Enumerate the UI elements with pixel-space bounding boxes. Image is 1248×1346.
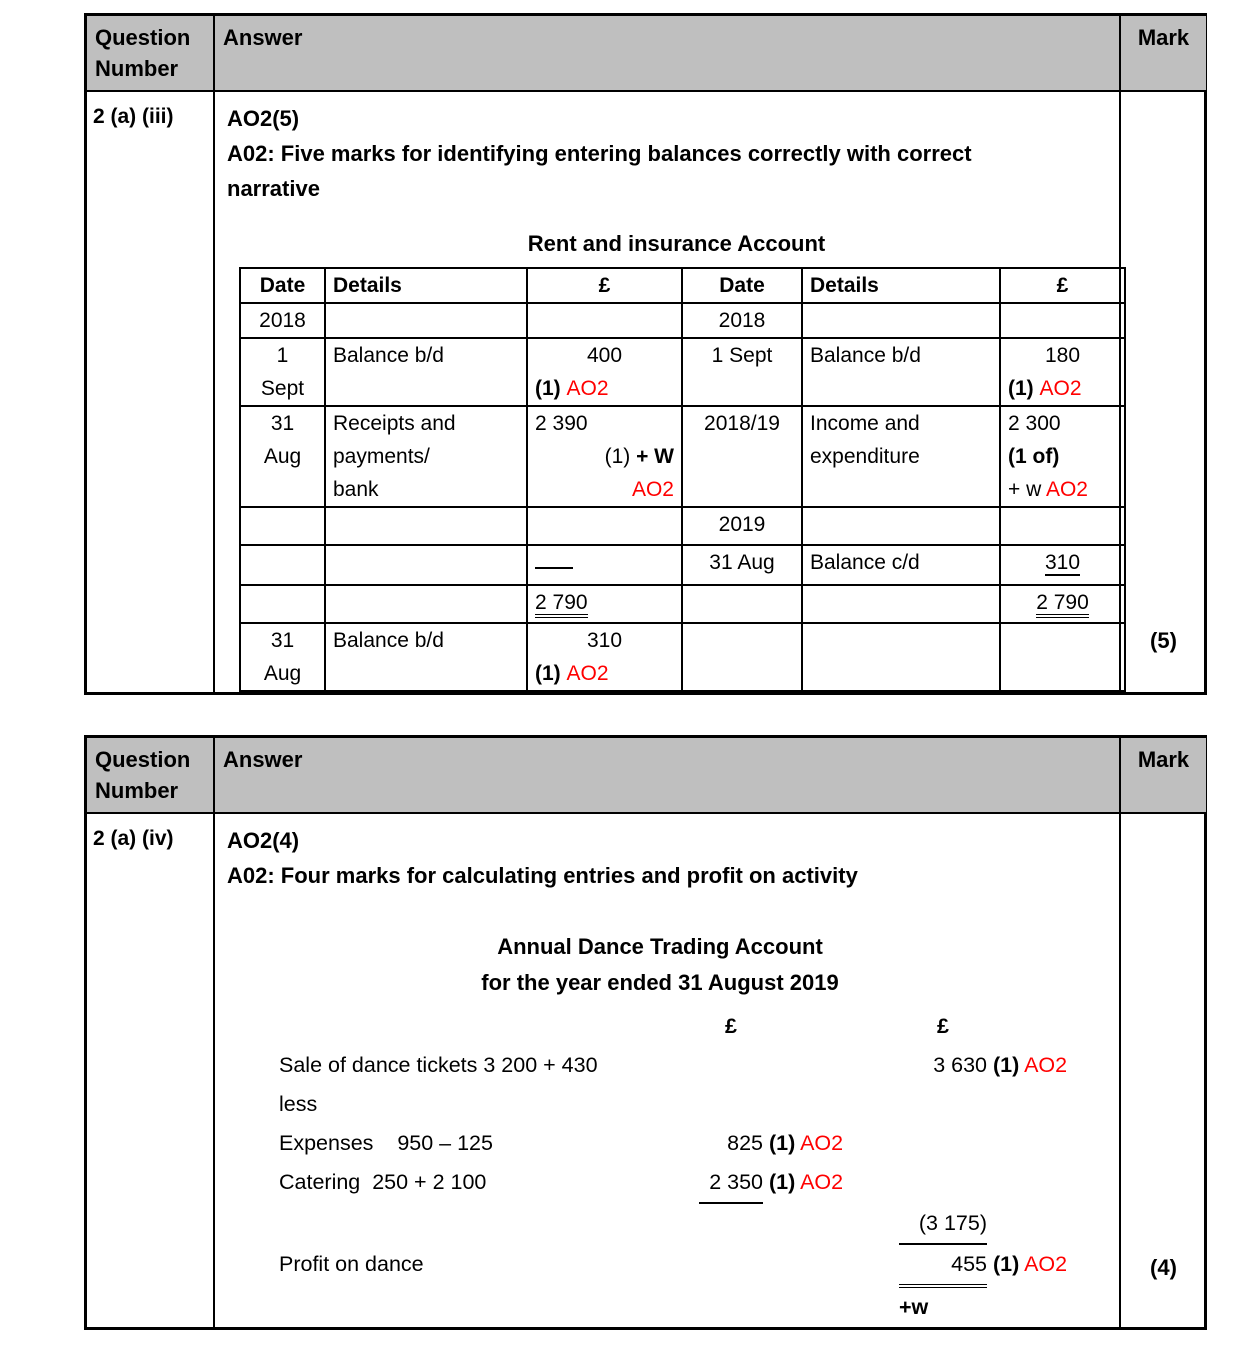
text-run: 180 <box>1044 344 1081 367</box>
ledger-line <box>333 624 519 657</box>
ledger-line <box>810 440 992 473</box>
text-run: 310 <box>1044 551 1081 574</box>
text-run: 1 <box>276 344 289 367</box>
ledger-cell <box>1000 507 1125 545</box>
ledger-cell <box>802 623 1000 691</box>
ledger-line <box>333 407 519 440</box>
ledger-line <box>1008 586 1117 619</box>
ledger-line <box>690 546 794 579</box>
text-run: (1) <box>535 377 567 400</box>
text-run: £ <box>725 1014 737 1038</box>
mark-cell <box>1121 92 1206 692</box>
ao2-marker: AO2 <box>631 478 674 501</box>
ledger-header-row <box>240 268 1125 303</box>
text-run: 2 790 <box>1036 591 1089 618</box>
text-run: 2 300 <box>1008 412 1061 435</box>
ledger-cell <box>682 623 802 691</box>
column-header-question-number: Question Number <box>87 16 215 92</box>
ledger-line <box>248 339 317 372</box>
ledger-line <box>248 440 317 473</box>
ledger-cell <box>240 545 325 585</box>
ledger-cell <box>1000 338 1125 406</box>
text-run: Balance c/d <box>810 551 920 574</box>
text-run: (1) <box>604 445 637 468</box>
text-run: 2 390 <box>535 412 588 435</box>
assessment-objective: AO2(5) <box>227 106 300 131</box>
ao2-marker: AO2 <box>566 377 609 400</box>
statement-line <box>279 1007 1093 1046</box>
ledger-line <box>810 339 992 372</box>
text-run: Catering 250 + 2 100 <box>279 1170 487 1194</box>
text-run: Balance b/d <box>810 344 921 367</box>
text-run: bank <box>333 478 379 501</box>
statement-line <box>279 1085 1093 1124</box>
text-run: (3 175) <box>899 1204 987 1245</box>
ledger-cell <box>802 545 1000 585</box>
ledger-line <box>535 657 674 690</box>
ledger-cell <box>1000 623 1125 691</box>
text-run: 31 <box>270 629 295 652</box>
statement-right <box>899 1007 1093 1046</box>
mark-value: (5) <box>1150 628 1177 653</box>
text-run: 2018 <box>718 309 766 332</box>
text-run: 1 Sept <box>711 344 773 367</box>
text-run: (1) <box>992 1252 1020 1276</box>
text-run: 310 <box>586 629 623 652</box>
ledger-line <box>690 407 794 440</box>
ledger-cell <box>527 545 682 585</box>
ledger-line <box>690 508 794 541</box>
ledger-cell <box>325 303 527 338</box>
ledger-line <box>810 546 992 579</box>
text-run: + w <box>1008 478 1046 501</box>
ledger-cell <box>325 585 527 623</box>
text-run: 455 <box>899 1245 987 1288</box>
text-run: + W <box>636 445 674 468</box>
text-run: Sept <box>260 377 305 400</box>
text-run: 2019 <box>718 513 766 536</box>
ledger-cell <box>682 406 802 507</box>
ledger-cell <box>802 585 1000 623</box>
statement-mid <box>699 1124 899 1163</box>
ledger-cell <box>802 406 1000 507</box>
ledger-cell <box>527 406 682 507</box>
ledger-line <box>535 372 674 405</box>
text-run: Sale of dance tickets 3 200 + 430 <box>279 1053 598 1077</box>
text-run: 400 <box>586 344 623 367</box>
ledger-cell <box>527 507 682 545</box>
ao2-marker: AO2 <box>800 1170 844 1194</box>
ledger-line <box>810 407 992 440</box>
mark-cell <box>1121 814 1206 1327</box>
ledger-row <box>240 507 1125 545</box>
ledger-cell <box>682 338 802 406</box>
ledger-row <box>240 338 1125 406</box>
statement-line <box>279 1204 1093 1245</box>
ledger-line <box>1008 546 1117 579</box>
ledger-row <box>240 585 1125 623</box>
ledger-cell <box>1000 545 1125 585</box>
ledger-line <box>1008 339 1117 372</box>
text-run: (1) <box>768 1131 796 1155</box>
column-header-mark: Mark <box>1121 16 1206 92</box>
ledger-cell <box>682 545 802 585</box>
ledger-cell <box>1000 585 1125 623</box>
ao2-marker: AO2 <box>566 662 609 685</box>
text-run: 2 790 <box>535 591 588 618</box>
ledger-row <box>240 303 1125 338</box>
text-run: payments/ <box>333 445 430 468</box>
marking-guidance: A02: Four marks for calculating entries and profit on activity <box>227 863 858 888</box>
statement-label <box>279 1085 699 1124</box>
ledger-row <box>240 406 1125 507</box>
statement-line <box>279 1245 1093 1327</box>
ao2-marker: AO2 <box>1024 1053 1068 1077</box>
ledger-line <box>248 624 317 657</box>
statement-title: Annual Dance Trading Account <box>497 934 823 959</box>
text-run: Balance b/d <box>333 629 444 652</box>
ledger-cell <box>325 507 527 545</box>
ledger-cell <box>527 303 682 338</box>
ledger-cell <box>682 303 802 338</box>
ledger-cell <box>325 545 527 585</box>
statement-line <box>279 1124 1093 1163</box>
text-run: (1) <box>1008 377 1040 400</box>
ledger-line <box>535 339 674 372</box>
ledger-column-header: Date <box>240 268 325 303</box>
ledger-cell <box>240 303 325 338</box>
column-header-mark: Mark <box>1121 738 1206 814</box>
ledger-cell <box>325 623 527 691</box>
question-block-2a-iv <box>84 735 1207 1330</box>
text-run: (1) <box>768 1170 796 1194</box>
ledger-line <box>690 304 794 337</box>
ledger-cell <box>802 303 1000 338</box>
text-run: +w <box>899 1295 929 1319</box>
ledger-line <box>333 440 519 473</box>
ledger-cell <box>240 585 325 623</box>
ledger-line <box>535 624 674 657</box>
ledger-section <box>227 227 1126 692</box>
blank-underline <box>535 549 573 569</box>
ledger-line <box>535 407 674 440</box>
answer-cell <box>215 814 1121 1327</box>
ledger-cell <box>527 623 682 691</box>
ledger-line <box>333 339 519 372</box>
marking-guidance: A02: Five marks for identifying entering balances correctly with correct narrative <box>227 141 972 201</box>
ledger-row <box>240 545 1125 585</box>
statement-right <box>899 1204 1093 1245</box>
statement-right <box>899 1245 1093 1327</box>
ledger-cell <box>240 338 325 406</box>
ledger-cell <box>682 507 802 545</box>
ledger-cell <box>240 507 325 545</box>
ledger-table <box>239 267 1126 692</box>
text-run: £ <box>937 1014 949 1038</box>
question-block-2a-iii <box>84 13 1207 695</box>
text-run: expenditure <box>810 445 920 468</box>
ledger-line <box>333 473 519 506</box>
ledger-line <box>690 339 794 372</box>
column-header-question-number: Question Number <box>87 738 215 814</box>
statement-line <box>279 1163 1093 1204</box>
ledger-cell <box>325 406 527 507</box>
ledger-cell <box>802 338 1000 406</box>
question-number: 2 (a) (iv) <box>87 814 215 1327</box>
ledger-line <box>248 657 317 690</box>
statement-label <box>279 1163 699 1202</box>
ledger-cell <box>802 507 1000 545</box>
text-run: less <box>279 1092 318 1116</box>
trading-account-section <box>227 929 1119 1327</box>
ledger-cell <box>1000 406 1125 507</box>
ledger-line <box>1008 407 1117 440</box>
question-number: 2 (a) (iii) <box>87 92 215 692</box>
ledger-cell <box>527 585 682 623</box>
account-title: Rent and insurance Account <box>527 231 826 256</box>
statement-mid <box>699 1163 899 1204</box>
ao2-marker: AO2 <box>1045 478 1088 501</box>
ao2-marker: AO2 <box>1024 1252 1068 1276</box>
ledger-row <box>240 623 1125 691</box>
ledger-line <box>1008 440 1117 473</box>
statement-label <box>279 1124 699 1163</box>
ledger-cell <box>240 406 325 507</box>
ledger-column-header: Details <box>802 268 1000 303</box>
statement-subtitle: for the year ended 31 August 2019 <box>481 970 839 995</box>
text-run: Expenses 950 – 125 <box>279 1131 493 1155</box>
ledger-line <box>535 440 674 473</box>
ledger-column-header: Details <box>325 268 527 303</box>
ledger-line <box>535 473 674 506</box>
text-run: Income and <box>810 412 920 435</box>
statement-line <box>279 1046 1093 1085</box>
text-run: (1) <box>535 662 567 685</box>
column-header-answer: Answer <box>215 16 1121 92</box>
ledger-line <box>535 546 674 579</box>
statement-mid <box>699 1007 899 1046</box>
ao2-marker: AO2 <box>1039 377 1082 400</box>
text-run: 2 350 <box>699 1163 763 1204</box>
ledger-line <box>248 372 317 405</box>
text-run: 2018/19 <box>704 412 780 435</box>
text-run: 3 630 <box>933 1053 987 1077</box>
ledger-cell <box>1000 303 1125 338</box>
ao2-marker: AO2 <box>800 1131 844 1155</box>
text-run: 2018 <box>259 309 306 332</box>
statement-right <box>899 1046 1093 1085</box>
assessment-objective: AO2(4) <box>227 828 300 853</box>
text-run: Balance b/d <box>333 344 444 367</box>
statement-label <box>279 1046 699 1085</box>
ledger-cell <box>325 338 527 406</box>
answer-cell <box>215 92 1121 692</box>
statement-lines <box>227 1007 1093 1327</box>
text-run: Profit on dance <box>279 1252 424 1276</box>
ledger-line <box>1008 473 1117 506</box>
text-run: 825 <box>727 1131 763 1155</box>
ledger-line <box>1008 372 1117 405</box>
column-header-answer: Answer <box>215 738 1121 814</box>
text-run: (1 of) <box>1008 445 1060 468</box>
ledger-column-header: £ <box>1000 268 1125 303</box>
text-run: Aug <box>263 662 302 685</box>
text-run: 31 <box>270 412 295 435</box>
text-run: Receipts and <box>333 412 456 435</box>
ledger-cell <box>240 623 325 691</box>
ledger-column-header: Date <box>682 268 802 303</box>
text-run: Aug <box>263 445 302 468</box>
mark-value: (4) <box>1150 1255 1177 1280</box>
ledger-column-header: £ <box>527 268 682 303</box>
statement-label <box>279 1245 699 1284</box>
ledger-cell <box>527 338 682 406</box>
text-run: (1) <box>992 1053 1020 1077</box>
ledger-line <box>248 304 317 337</box>
text-run: 31 Aug <box>709 551 775 574</box>
ledger-line <box>535 586 674 619</box>
ledger-cell <box>682 585 802 623</box>
ledger-line <box>248 407 317 440</box>
